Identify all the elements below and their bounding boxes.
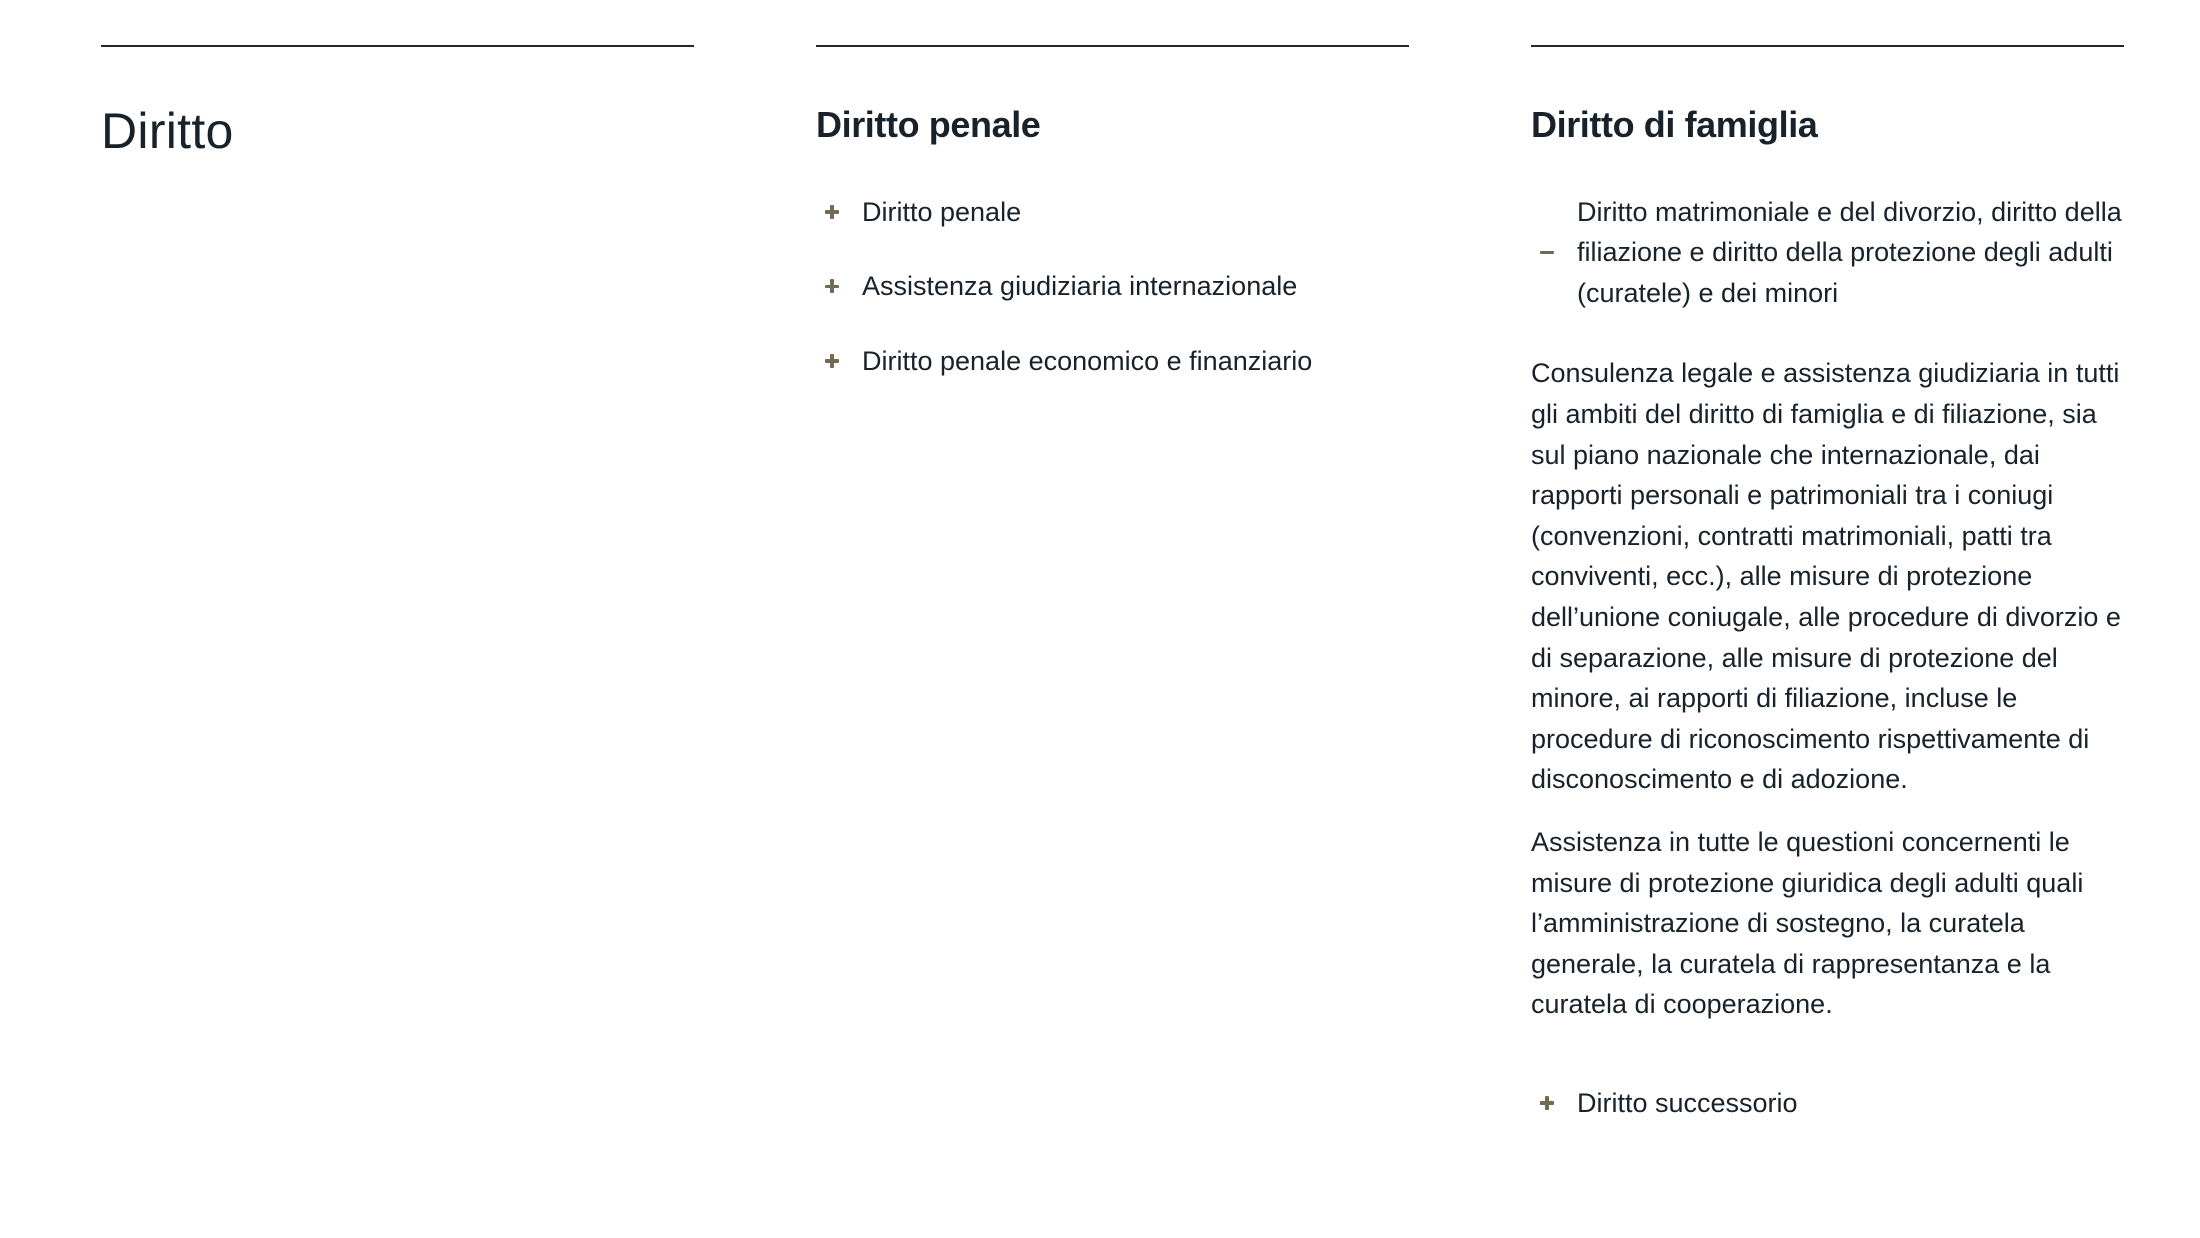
divider <box>816 45 1409 47</box>
accordion-item-label: Diritto penale <box>862 196 1022 227</box>
plus-icon <box>1531 1093 1577 1113</box>
accordion-list <box>816 192 1409 382</box>
accordion-item-label: Diritto penale economico e finanziario <box>862 345 1313 376</box>
accordion-item-label: Assistenza giudiziaria internazionale <box>862 271 1298 302</box>
accordion-item-diritto-matrimoniale[interactable] <box>1531 192 2124 314</box>
accordion-panel <box>1531 353 2124 1025</box>
accordion-item-diritto-successorio[interactable] <box>1531 1083 2124 1124</box>
panel-paragraph: Assistenza in tutte le questioni concernenti le misure di protezione giuridica degli adulti quali l’amministrazione di sostegno, la curatela generale, la curatela di rappresentanza e la curatela di cooperazione. <box>1531 826 2084 1020</box>
accordion-item-diritto-penale[interactable] <box>816 192 1409 233</box>
accordion-item-diritto-penale-economico[interactable] <box>816 341 1409 382</box>
accordion-item-label: Diritto successorio <box>1577 1087 1798 1118</box>
column-diritto-penale <box>816 45 1409 415</box>
plus-icon <box>816 276 862 296</box>
minus-icon <box>1531 242 1577 262</box>
plus-icon <box>816 351 862 371</box>
section-title: Diritto <box>101 103 234 159</box>
accordion-list <box>1531 1083 2124 1124</box>
plus-icon <box>816 202 862 222</box>
accordion-item-label: Diritto matrimoniale e del divorzio, diritto della filiazione e diritto della protezione degli adulti (curatele) e dei minori <box>1577 196 2122 308</box>
divider <box>1531 45 2124 47</box>
accordion-list <box>1531 192 2124 314</box>
panel-paragraph: Consulenza legale e assistenza giudiziaria in tutti gli ambiti del diritto di famiglia e di filiazione, sia sul piano nazionale che internazionale, dai rapporti personali e patrimoniali tra i coniugi (convenzioni, contratti matrimoniali, patti tra conviventi, ecc.), alle misure di protezione dell’unione coniugale, alle procedure di divorzio e di separazione, alle misure di protezione del minore, ai rapporti di filiazione, incluse le procedure di riconoscimento rispettivamente di disconoscimento e di adozione. <box>1531 358 2121 795</box>
divider <box>101 45 694 47</box>
category-title: Diritto penale <box>816 104 1041 145</box>
column-diritto <box>101 45 694 159</box>
category-title: Diritto di famiglia <box>1531 104 1818 145</box>
column-diritto-di-famiglia <box>1531 45 2124 1123</box>
accordion-item-assistenza-giudiziaria[interactable] <box>816 266 1409 307</box>
